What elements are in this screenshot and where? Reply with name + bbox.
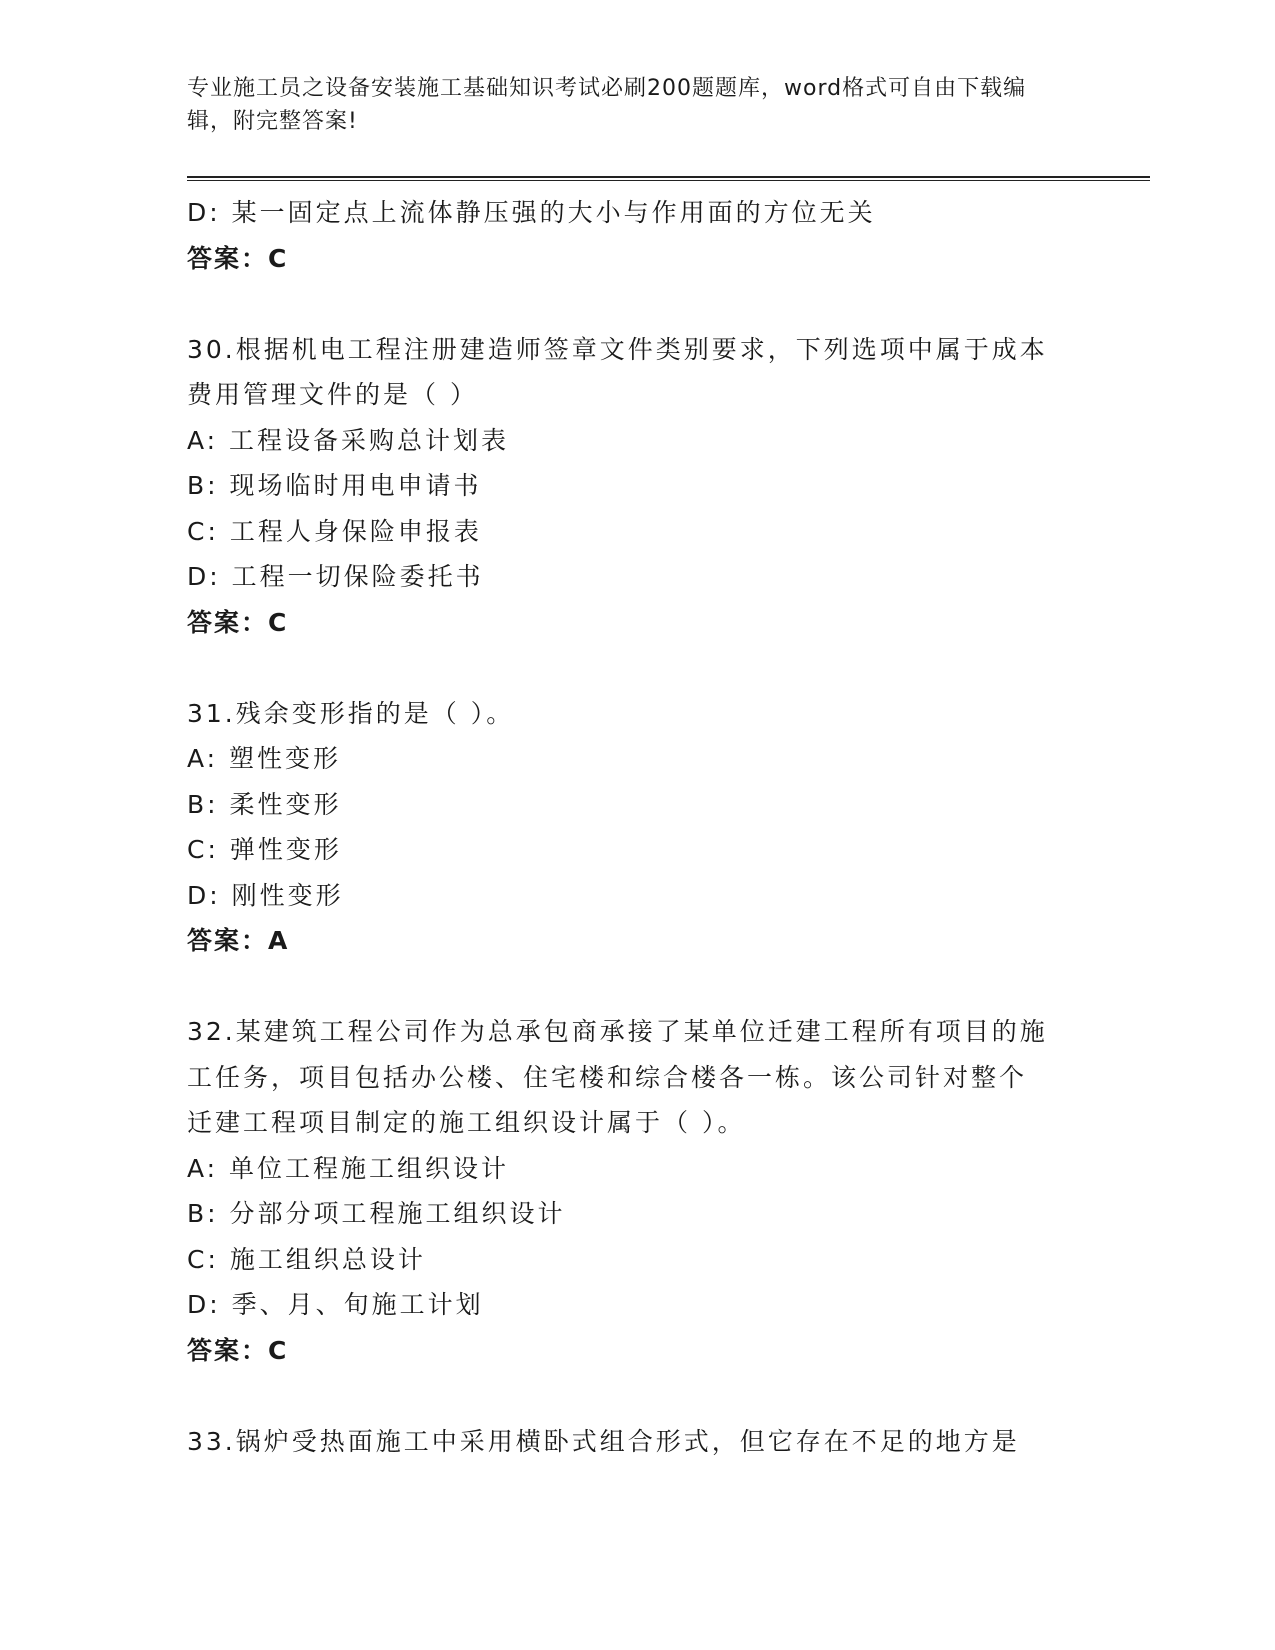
- answer: 答案：C: [187, 243, 289, 273]
- question-32: [187, 1009, 1087, 1373]
- answer: 答案：C: [187, 1335, 289, 1365]
- question-stem: 31.残余变形指的是（ ）。: [187, 698, 515, 728]
- option-b: B: 现场临时用电申请书: [187, 471, 482, 500]
- option-d: D: 某一固定点上流体静压强的大小与作用面的方位无关: [187, 198, 876, 227]
- answer: 答案：A: [187, 926, 290, 955]
- page-header: [187, 72, 1067, 138]
- option-d: D: 季、月、旬施工计划: [187, 1290, 484, 1319]
- option-a: A: 工程设备采购总计划表: [187, 425, 510, 455]
- question-33: [187, 1419, 1087, 1465]
- question-stem: 工任务，项目包括办公楼、住宅楼和综合楼各一栋。该公司针对整个: [187, 1062, 1028, 1092]
- question-30: [187, 327, 1087, 646]
- document-body: [187, 190, 1087, 1464]
- option-a: A: 单位工程施工组织设计: [187, 1153, 510, 1183]
- question-stem: 费用管理文件的是（ ）: [187, 380, 478, 409]
- question-stem: 32.某建筑工程公司作为总承包商承接了某单位迁建工程所有项目的施: [187, 1017, 1048, 1046]
- option-c: C: 工程人身保险申报表: [187, 516, 482, 546]
- option-b: B: 柔性变形: [187, 789, 342, 819]
- option-a: A: 塑性变形: [187, 744, 342, 773]
- option-d: D: 刚性变形: [187, 880, 344, 910]
- question-31: [187, 691, 1087, 964]
- question-stem: 33.锅炉受热面施工中采用横卧式组合形式，但它存在不足的地方是: [187, 1426, 1020, 1456]
- option-c: C: 施工组织总设计: [187, 1244, 426, 1274]
- header-divider: [187, 176, 1150, 181]
- option-b: B: 分部分项工程施工组织设计: [187, 1199, 566, 1228]
- question-stem: 迁建工程项目制定的施工组织设计属于（ ）。: [187, 1108, 746, 1137]
- document-title: 专业施工员之设备安装施工基础知识考试必刷200题题库，word格式可自由下载编辑，附完整答案!: [187, 76, 1027, 134]
- answer: 答案：C: [187, 607, 289, 637]
- option-c: C: 弹性变形: [187, 835, 342, 864]
- option-d: D: 工程一切保险委托书: [187, 562, 484, 591]
- question-stem: 30.根据机电工程注册建造师签章文件类别要求，下列选项中属于成本: [187, 334, 1048, 364]
